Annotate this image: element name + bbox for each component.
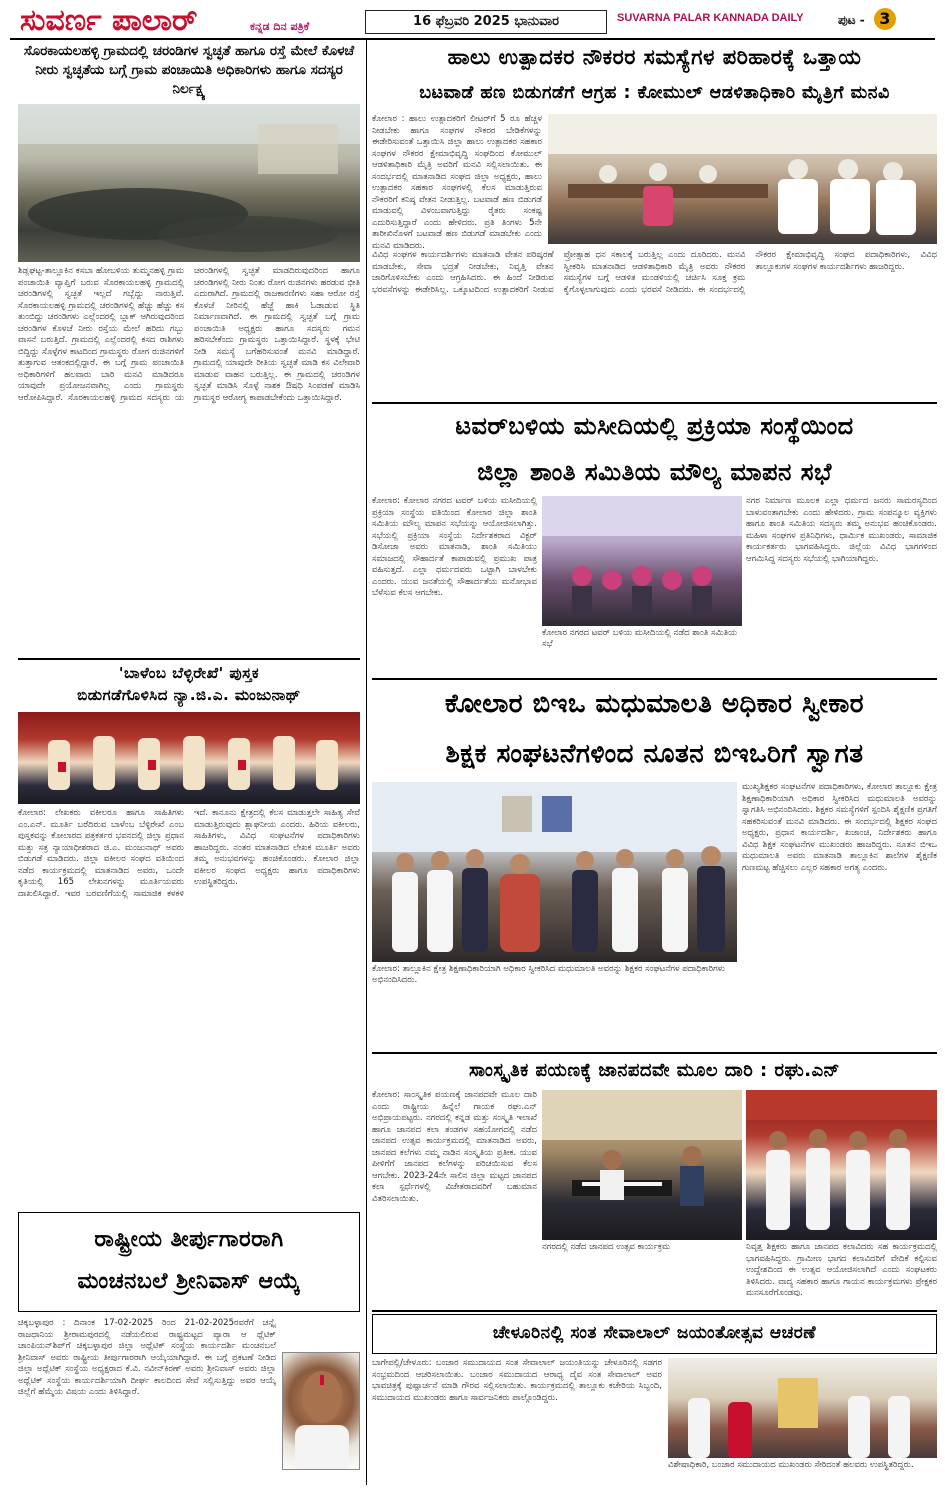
road-photo <box>18 104 360 262</box>
stage-illustration <box>746 1090 937 1240</box>
sevalal-headline: ಚೇಳೂರಿನಲ್ಲಿ ಸಂತ ಸೇವಾಲಾಲ್ ಜಯಂತೋತ್ಸವ ಆಚರಣೆ <box>372 1314 937 1354</box>
sevalal-photo-caption: ವಿಶೇಷಾಧಿಕಾರಿ, ಬಂಜಾರ ಸಮುದಾಯದ ಮುಖಂಡರು ಸೇರಿದಂತೆ ಹಲವರು ಉಪಸ್ಥಿತರಿದ್ದರು. <box>668 1460 914 1470</box>
divider-folk <box>372 1310 937 1312</box>
peace-body-right: ನಗರ ನಿರ್ಮಾಣ ಮೂಲಕ ಎಲ್ಲಾ ಧರ್ಮದ ಜನರು ಸಾಮರಸ್ಯದಿಂದ ಬಾಳುವಂತಾಗಬೇಕು ಎಂದು ಹೇಳಿದರು. ಗ್ರಾಮ ಸಂಪನ್ಮೂಲ ವ್ಯಕ್ತಿಗಳು ಹಾಗೂ ಶಾಂತಿ ಸಮಿತಿಯ ಸದಸ್ಯರು ತಮ್ಮ ಅನುಭವ ಹಂಚಿಕೊಂಡರು. ಮಹಿಳಾ ಸಂಘಗಳ ಪ್ರತಿನಿಧಿಗಳು, ಧಾರ್ಮಿಕ ಮುಖಂಡರು, ಸಾಮಾಜಿಕ ಕಾರ್ಯಕರ್ತರು ಭಾಗವಹಿಸಿದ್ದರು. ಜಿಲ್ಲೆಯ ವಿವಿಧ ಭಾಗಗಳಿಂದ ಆಗಮಿಸಿದ್ದ ಸದಸ್ಯರು ಸಭೆಯಲ್ಲಿ ಭಾಗಿಯಾಗಿದ್ದರು. <box>746 496 937 564</box>
left-story-body-2: ಯ ಚರಂಡಿಗಳಲ್ಲಿ ಸ್ವಚ್ಛತೆ ಮಾಡದಿರುವುದರಿಂದ ಹಾಗೂ ಚರಂಡಿಗಳಲ್ಲಿ ನೀರು ನಿಂತು ರೋಗ ರುಜಿನಗಳು ಹರಡುವ ಭೀತಿ ಎದುರಾಗಿದೆ. ಗ್ರಾಮದಲ್ಲಿ ರಾಜಕಾರಣಿಗಳು ಸಹಾ ಆರೋ ರಸ್ತೆ ಕೊಳಚೆ ನೀರಿನಲ್ಲಿ ಹೆಜ್ಜೆ ಹಾಕಿ ಓಡಾಡುವ ಸ್ಥಿತಿ ನಿರ್ಮಾಣವಾಗಿದೆ. ಈ ಗ್ರಾಮದಲ್ಲಿ ಸ್ವಚ್ಛತೆ ಬಗ್ಗೆ ಗ್ರಾಮ ಪಂಚಾಯಿತಿ ಅಧ್ಯಕ್ಷರು ಹಾಗೂ ಸದಸ್ಯರು ಗಮನ ಹರಿಸಬೇಕೆಂದು ಗ್ರಾಮಸ್ಥರು ಒತ್ತಾಯಿಸಿದ್ದಾರೆ. ಸ್ಥಳಕ್ಕೆ ಭೇಟಿ ನೀಡಿ ಸಮಸ್ಯೆ ಬಗೆಹರಿಸುವಂತೆ ಮನವಿ ಮಾಡಿದ್ದಾರೆ. ಗ್ರಾಮದಲ್ಲಿ ಯಾವುದೇ ರೀತಿಯ ಸ್ವಚ್ಛತೆ ಮಾಡಿ ಕಸ ವಿಲೇವಾರಿ ಮಾಡುವ ವಾಹನ ಬರುತ್ತಿಲ್ಲ. ಈ ಗ್ರಾಮದಲ್ಲಿ ಚರಂಡಿಗಳ ಸ್ವಚ್ಛತೆ ಮಾಡಿಸಿ ಸೊಳ್ಳೆ ನಾಶಕ ಔಷಧಿ ಸಿಂಪಡಣೆ ಮಾಡಿಸಿ ಗ್ರಾಮಸ್ಥರ ಆರೋಗ್ಯ ಕಾಪಾಡಬೇಕೆಂದು ಒತ್ತಾಯಿಸಿದ್ದಾರೆ. <box>174 266 360 403</box>
beo-photo-caption: ಕೋಲಾರ: ತಾಲ್ಲೂಕಿನ ಕ್ಷೇತ್ರ ಶಿಕ್ಷಣಾಧಿಕಾರಿಯಾಗಿ ಅಧಿಕಾರ ಸ್ವೀಕರಿಸಿದ ಮಧುಮಾಲತಿ ಅವರನ್ನು ಶಿಕ್ಷಕರ ಸಂಘಟನೆಗಳ ಪದಾಧಿಕಾರಿಗಳು ಅಭಿನಂದಿಸಿದರು. <box>372 964 726 985</box>
award-headline-line1: ರಾಷ್ಟ್ರೀಯ ತೀರ್ಪುಗಾರರಾಗಿ <box>94 1227 284 1252</box>
road-puddle-illustration <box>18 104 360 262</box>
masthead-title: ಸುವರ್ಣ ಪಾಲಾರ್ <box>20 4 198 38</box>
sevalal-photo <box>668 1358 937 1458</box>
meeting-illustration <box>548 114 937 244</box>
folk-photo-1 <box>542 1090 742 1240</box>
beo-welcome-photo <box>372 782 737 962</box>
milk-meeting-photo <box>548 114 937 244</box>
peace-photo-caption: ಕೋಲಾರ ನಗರದ ಟವರ್ ಬಳಿಯ ಮಸೀದಿಯಲ್ಲಿ ನಡೆದ ಶಾಂತಿ ಸಮಿತಿಯ ಸಭೆ <box>542 628 738 649</box>
milk-headline-line1: ಹಾಲು ಉತ್ಪಾದಕರ ನೌಕರರ ಸಮಸ್ಯೆಗಳ ಪರಿಹಾರಕ್ಕೆ ಒತ್ತಾಯ <box>447 45 862 69</box>
peace-headline-line1: ಟವರ್‌ಬಳಿಯ ಮಸೀದಿಯಲ್ಲಿ ಪ್ರಕ್ರಿಯಾ ಸಂಸ್ಥೆಯಿಂದ <box>455 412 854 440</box>
folk-photo-2 <box>746 1090 937 1240</box>
portrait-illustration <box>283 1353 360 1470</box>
altar-illustration <box>668 1358 937 1458</box>
book-story-headline <box>18 662 360 712</box>
beo-headline-line2: ಶಿಕ್ಷಕ ಸಂಘಟನೆಗಳಿಂದ ನೂತನ ಬಿಇಒರಿಗೆ ಸ್ವಾಗತ <box>445 739 864 769</box>
page-label: ಪುಟ - <box>838 13 865 27</box>
folk-body-left: ಕೋಲಾರ: ಸಾಂಸ್ಕೃತಿಕ ಪಯಣಕ್ಕೆ ಜಾನಪದವೇ ಮೂಲ ದಾರಿ ಎಂದು ರಾಷ್ಟ್ರೀಯ ಹಿನ್ನೆಲೆ ಗಾಯಕ ರಘು.ಎನ್ ಅಭಿಪ್ರಾಯಪಟ್ಟರು. ನಗರದಲ್ಲಿ ಕನ್ನಡ ಮತ್ತು ಸಂಸ್ಕೃತಿ ಇಲಾಖೆ ಹಾಗೂ ಜಾನಪದ ಕಲಾ ತಂಡಗಳ ಸಹಯೋಗದಲ್ಲಿ ನಡೆದ ಜಾನಪದ ಉತ್ಸವ ಕಾರ್ಯಕ್ರಮದಲ್ಲಿ ಮಾತನಾಡಿದ ಅವರು, ಜಾನಪದ ಕಲೆಗಳು ನಮ್ಮ ನಾಡಿನ ಸಂಸ್ಕೃತಿಯ ಪ್ರತೀಕ. ಯುವ ಪೀಳಿಗೆಗೆ ಜಾನಪದ ಕಲೆಗಳನ್ನು ಪರಿಚಯಿಸುವ ಕೆಲಸ ಆಗಬೇಕು. 2023-24ನೇ ಸಾಲಿನ ಜಿಲ್ಲಾ ಮಟ್ಟದ ಜಾನಪದ ಕಲಾ ಸ್ಪರ್ಧೆಗಳಲ್ಲಿ ವಿಜೇತರಾದವರಿಗೆ ಬಹುಮಾನ ವಿತರಿಸಲಾಯಿತು. <box>372 1090 537 1204</box>
book-release-illustration <box>18 712 360 804</box>
sevalal-body: ಬಾಗೇಪಲ್ಲಿ/ಚೇಳೂರು: ಬಂಜಾರ ಸಮುದಾಯದ ಸಂತ ಸೇವಾಲಾಲ್ ಜಯಂತಿಯನ್ನು ಚೇಳೂರಿನಲ್ಲಿ ಸಡಗರ ಸಂಭ್ರಮದಿಂದ ಆಚರಿಸಲಾಯಿತು. ಬಂಜಾರ ಸಮುದಾಯದ ಆರಾಧ್ಯ ದೈವ ಸಂತ ಸೇವಾಲಾಲ್ ಅವರ ಭಾವಚಿತ್ರಕ್ಕೆ ಪುಷ್ಪಾರ್ಚನೆ ಮಾಡಿ ಗೌರವ ಸಲ್ಲಿಸಲಾಯಿತು. ಕಾರ್ಯಕ್ರಮದಲ್ಲಿ ತಾಲ್ಲೂಕು ಕಚೇರಿಯ ಸಿಬ್ಬಂದಿ, ಸಮುದಾಯದ ಮುಖಂಡರು ಹಾಗೂ ಸಾರ್ವಜನಿಕರು ಪಾಲ್ಗೊಂಡಿದ್ದರು. <box>372 1358 662 1403</box>
folk-photo-caption: ನಗರದಲ್ಲಿ ನಡೆದ ಜಾನಪದ ಉತ್ಸವ ಕಾರ್ಯಕ್ರಮ <box>542 1242 671 1252</box>
issue-date: 16 ಫೆಬ್ರವರಿ 2025 ಭಾನುವಾರ <box>365 10 607 34</box>
center-divider <box>366 40 367 1485</box>
group-illustration <box>372 782 737 962</box>
folk-body-right: ನಿವೃತ್ತ ಶಿಕ್ಷಕರು ಹಾಗೂ ಜಾನಪದ ಕಲಾವಿದರು ಸಹ ಕಾರ್ಯಕ್ರಮದಲ್ಲಿ ಭಾಗವಹಿಸಿದ್ದರು. ಗ್ರಾಮೀಣ ಭಾಗದ ಕಲಾವಿದರಿಗೆ ವೇದಿಕೆ ಕಲ್ಪಿಸುವ ಉದ್ದೇಶದಿಂದ ಈ ಉತ್ಸವ ಆಯೋಜಿಸಲಾಗಿದೆ ಎಂದು ಸಂಘಟಕರು ತಿಳಿಸಿದರು. ವಾದ್ಯ ಸಹಕಾರ ಹಾಗೂ ಗಾಯನ ಕಾರ್ಯಕ್ರಮಗಳು ಪ್ರೇಕ್ಷಕರ ಮನಸೂರೆಗೊಂಡವು. <box>746 1242 937 1298</box>
award-headline-box <box>18 1212 360 1312</box>
peace-meeting-photo <box>542 496 742 626</box>
left-story-body <box>18 266 360 656</box>
masthead-tagline: ಕನ್ನಡ ದಿನ ಪತ್ರಿಕೆ <box>250 20 310 33</box>
folk-headline: ಸಾಂಸ್ಕೃತಿಕ ಪಯಣಕ್ಕೆ ಜಾನಪದವೇ ಮೂಲ ದಾರಿ : ರಘು.ಎನ್ <box>469 1060 840 1081</box>
left-story-headline: ಸೊರಕಾಯಲಹಳ್ಳಿ ಗ್ರಾಮದಲ್ಲಿ ಚರಂಡಿಗಳ ಸ್ವಚ್ಛತೆ ಹಾಗೂ ರಸ್ತೆ ಮೇಲೆ ಕೊಳಚೆ ನೀರು ಸ್ವಚ್ಛತೆಯ ಬಗ್ಗೆ ಗ್ರಾಮ ಪಂಚಾಯಿತಿ ಅಧಿಕಾರಿಗಳು ಹಾಗೂ ಸದಸ್ಯರ ನಿರ್ಲಕ್ಷ್ಯ <box>23 43 355 97</box>
hall-illustration <box>542 496 742 626</box>
milk-body-bottom: ವಿವಿಧ ಸಂಘಗಳ ಕಾರ್ಯದರ್ಶಿಗಳು ಮಾತನಾಡಿ ವೇತನ ಪರಿಷ್ಕರಣೆ ಮಾಡಬೇಕು, ಸೇವಾ ಭದ್ರತೆ ನೀಡಬೇಕು, ನಿವೃತ್ತಿ ವೇತನ ಜಾರಿಗೊಳಿಸಬೇಕು ಎಂದು ಆಗ್ರಹಿಸಿದರು. ಈ ಹಿಂದೆ ನೀಡಿರುವ ಭರವಸೆಗಳನ್ನು ಈಡೇರಿಸಿಲ್ಲ. ಒಕ್ಕೂಟದಿಂದ ಉತ್ಪಾದಕರಿಗೆ ನೀಡುವ ಪ್ರೋತ್ಸಾಹ ಧನ ಸಕಾಲಕ್ಕೆ ಬರುತ್ತಿಲ್ಲ ಎಂದು ದೂರಿದರು. ಮನವಿ ಸ್ವೀಕರಿಸಿ ಮಾತನಾಡಿದ ಆಡಳಿತಾಧಿಕಾರಿ ಮೈತ್ರಿ ಅವರು ನೌಕರರ ಸಮಸ್ಯೆಗಳ ಬಗ್ಗೆ ಆಡಳಿತ ಮಂಡಳಿಯಲ್ಲಿ ಚರ್ಚಿಸಿ ಸೂಕ್ತ ಕ್ರಮ ಕೈಗೊಳ್ಳಲಾಗುವುದು ಎಂದು ಭರವಸೆ ನೀಡಿದರು. ಈ ಸಂದರ್ಭದಲ್ಲಿ ನೌಕರರ ಕ್ಷೇಮಾಭಿವೃದ್ಧಿ ಸಂಘದ ಪದಾಧಿಕಾರಿಗಳು, ವಿವಿಧ ತಾಲ್ಲೂಕುಗಳ ಸಂಘಗಳ ಕಾರ್ಯದರ್ಶಿಗಳು ಹಾಜರಿದ್ದರು. <box>372 250 937 295</box>
page-number: 3 <box>874 8 896 30</box>
srinivas-portrait <box>282 1352 360 1470</box>
beo-body-right: ಮುಖ್ಯಶಿಕ್ಷಕರ ಸಂಘಟನೆಗಳ ಪದಾಧಿಕಾರಿಗಳು, ಕೋಲಾರ ತಾಲ್ಲೂಕು ಕ್ಷೇತ್ರ ಶಿಕ್ಷಣಾಧಿಕಾರಿಯಾಗಿ ಅಧಿಕಾರ ಸ್ವೀಕರಿಸಿದ ಮಧುಮಾಲತಿ ಅವರನ್ನು ಸ್ವಾಗತಿಸಿ ಅಭಿನಂದಿಸಿದರು. ಶಿಕ್ಷಕರ ಸಮಸ್ಯೆಗಳಿಗೆ ಸ್ಪಂದಿಸಿ ಶೈಕ್ಷಣಿಕ ಪ್ರಗತಿಗೆ ಸಹಕರಿಸುವಂತೆ ಮನವಿ ಮಾಡಿದರು. ಈ ಸಂದರ್ಭದಲ್ಲಿ ಶಿಕ್ಷಕರ ಸಂಘದ ಅಧ್ಯಕ್ಷರು, ಪ್ರಧಾನ ಕಾರ್ಯದರ್ಶಿ, ಖಜಾಂಚಿ, ನಿರ್ದೇಶಕರು ಹಾಗೂ ವಿವಿಧ ಶಿಕ್ಷಕ ಸಂಘಟನೆಗಳ ಮುಖಂಡರು ಹಾಜರಿದ್ದರು. ನೂತನ ಬಿಇಒ ಮಧುಮಾಲತಿ ಅವರು ಮಾತನಾಡಿ ತಾಲ್ಲೂಕಿನ ಶಾಲೆಗಳ ಶೈಕ್ಷಣಿಕ ಗುಣಮಟ್ಟ ಹೆಚ್ಚಿಸಲು ಎಲ್ಲರ ಸಹಕಾರ ಅಗತ್ಯ ಎಂದರು. <box>742 782 937 873</box>
book-headline-line2: ಬಿಡುಗಡೆಗೊಳಿಸಿದ ನ್ಯಾ.ಜಿ.ಎ. ಮಂಜುನಾಥ್ <box>77 686 301 704</box>
peace-body-left: ಕೋಲಾರ: ಕೋಲಾರ ನಗರದ ಟವರ್ ಬಳಿಯ ಮಸೀದಿಯಲ್ಲಿ ಪ್ರಕ್ರಿಯಾ ಸಂಸ್ಥೆಯ ವತಿಯಿಂದ ಕೋಲಾರ ಜಿಲ್ಲಾ ಶಾಂತಿ ಸಮಿತಿಯ ಮೌಲ್ಯ ಮಾಪನ ಸಭೆಯನ್ನು ಆಯೋಜಿಸಲಾಗಿತ್ತು. ಸಭೆಯಲ್ಲಿ ಪ್ರಕ್ರಿಯಾ ಸಂಸ್ಥೆಯ ನಿರ್ದೇಶಕರಾದ ವಿಕ್ಟರ್ ಡಿಸೋಜಾ ಅವರು ಮಾತನಾಡಿ, ಶಾಂತಿ ಸಮಿತಿಯು ಸಮಾಜದಲ್ಲಿ ಸೌಹಾರ್ದತೆ ಕಾಪಾಡುವಲ್ಲಿ ಪ್ರಮುಖ ಪಾತ್ರ ವಹಿಸುತ್ತದೆ. ಎಲ್ಲಾ ಧರ್ಮದವರು ಒಟ್ಟಾಗಿ ಬಾಳಬೇಕು ಎಂದರು. ಯುವ ಜನತೆಯಲ್ಲಿ ಸೌಹಾರ್ದತೆಯ ಮನೋಭಾವ ಬೆಳೆಸುವ ಕೆಲಸ ಆಗಬೇಕು. <box>372 496 537 598</box>
peace-headline-line2: ಜಿಲ್ಲಾ ಶಾಂತಿ ಸಮಿತಿಯ ಮೌಲ್ಯ ಮಾಪನ ಸಭೆ <box>477 458 832 486</box>
book-story-body: ಕೋಲಾರ: ಲೇಖಕರು ವಕೀಲರೂ ಹಾಗೂ ಸಾಹಿತಿಗಳು ಎಂ.ಎನ್. ಮೂರ್ತಿ ಬರೆದಿರುವ ಬಾಳೆಂಬ ಬೆಳ್ಳಿರೇಖೆ ಎಂಬ ಪುಸ್ತಕವನ್ನು ಕೋಲಾರದ ಪತ್ರಕರ್ತರ ಭವನದಲ್ಲಿ ಜಿಲ್ಲಾ ಪ್ರಧಾನ ಮತ್ತು ಸತ್ರ ನ್ಯಾಯಾಧೀಶರಾದ ಜಿ.ಎ. ಮಂಜುನಾಥ್ ಅವರು ಬಿಡುಗಡೆ ಮಾಡಿದರು. ಜಿಲ್ಲಾ ವಕೀಲರ ಸಂಘದ ವತಿಯಿಂದ ನಡೆದ ಕಾರ್ಯಕ್ರಮದಲ್ಲಿ ಮಾತನಾಡಿದ ಅವರು, ಒಂದೇ ಕೃತಿಯಲ್ಲಿ 165 ಲೇಖನಗಳನ್ನು ಮೂರ್ತಿಯವರು ದಾಖಲಿಸಿದ್ದಾರೆ. ಇವರ ಬರವಣಿಗೆಯಲ್ಲಿ ಸಾಮಾಜಿಕ ಕಳಕಳಿ ಇದೆ. ಕಾನೂನು ಕ್ಷೇತ್ರದಲ್ಲಿ ಕೆಲಸ ಮಾಡುತ್ತಲೇ ಸಾಹಿತ್ಯ ಸೇವೆ ಮಾಡುತ್ತಿರುವುದು ಶ್ಲಾಘನೀಯ ಎಂದರು. ಹಿರಿಯ ವಕೀಲರು, ಸಾಹಿತಿಗಳು, ವಿವಿಧ ಸಂಘಟನೆಗಳ ಪದಾಧಿಕಾರಿಗಳು ಹಾಜರಿದ್ದರು. ನಂತರ ಮಾತನಾಡಿದ ಲೇಖಕ ಮೂರ್ತಿ ಅವರು ತಮ್ಮ ಅನುಭವಗಳನ್ನು ಹಂಚಿಕೊಂಡರು. ಕೋಲಾರ ಜಿಲ್ಲಾ ವಕೀಲರ ಸಂಘದ ಅಧ್ಯಕ್ಷರು ಹಾಗೂ ಪದಾಧಿಕಾರಿಗಳು ಉಪಸ್ಥಿತರಿದ್ದರು. <box>18 808 360 899</box>
book-headline-line1: 'ಬಾಳೆಂಬ ಬೆಳ್ಳಿರೇಖೆ' ಪುಸ್ತಕ <box>118 664 260 682</box>
left-story-body-1: ಶಿಡ್ಲಘಟ್ಟ-ತಾಲ್ಲೂಕಿನ ಕಸಬಾ ಹೋಬಳಿಯ ತುಮ್ಮನಹಳ್ಳಿ ಗ್ರಾಮ ಪಂಚಾಯಿತಿ ವ್ಯಾಪ್ತಿಗೆ ಬರುವ ಸೊರಕಾಯಲಹಳ್ಳಿ ಗ್ರಾಮದಲ್ಲಿ ಚರಂಡಿಗಳಲ್ಲಿ ಸ್ವಚ್ಛತೆ ಇಲ್ಲದೆ ಗಬ್ಬೆದ್ದು ನಾರುತ್ತಿವೆ. ಸೊರಕಾಯಲಹಳ್ಳಿ ಗ್ರಾಮದಲ್ಲಿ ಚರಂಡಿಗಳಲ್ಲಿ ಹೆಚ್ಚು ಹೆಚ್ಚು ಕಸ ತುಂಬಿದ್ದು ಚರಂಡಿಗಳು ಎಲ್ಲೆಂದರಲ್ಲಿ ಬ್ಲಾಕ್ ಆಗಿರುವುದರಿಂದ ಚರಂಡಿಗಳ ಕೊಳಚೆ ನೀರು ರಸ್ತೆಯ ಮೇಲೆ ಹರಿದು ಗಬ್ಬು ವಾಸನೆ ಬರುತ್ತಿದೆ. ಗ್ರಾಮದಲ್ಲಿ ಎಲ್ಲೆಂದರಲ್ಲಿ ಕಸದ ರಾಶಿಗಳು ಬಿದ್ದಿದ್ದು ಸೊಳ್ಳೆಗಳ ಕಾಟದಿಂದ ಗ್ರಾಮಸ್ಥರು ರೋಗ ರುಜಿನಗಳಿಗೆ ತುತ್ತಾಗುವ ಆತಂಕದಲ್ಲಿದ್ದಾರೆ. ಈ ಬಗ್ಗೆ ಗ್ರಾಮ ಪಂಚಾಯಿತಿ ಅಧಿಕಾರಿಗಳಿಗೆ ಹಲವಾರು ಬಾರಿ ಮನವಿ ಮಾಡಿದರೂ ಯಾವುದೇ ಪ್ರಯೋಜನವಾಗಿಲ್ಲ ಎಂದು ಗ್ರಾಮಸ್ಥರು ಆರೋಪಿಸಿದ್ದಾರೆ. ಸೊರಕಾಯಲಹಳ್ಳಿ ಗ್ರಾಮದ ಸದಸ್ಯರು <box>18 266 184 403</box>
award-story-body-top: ಚಿಕ್ಕಬಳ್ಳಾಪುರ : ದಿನಾಂಕ 17-02-2025 ರಿಂದ 21-02-2025ರವರೆಗೆ ಚನ್ನೈ ರಾಜಧಾನಿಯ ಶ್ರೀರಾಮಪುರದಲ್ಲಿ ನಡೆಯಲಿರುವ ರಾಷ್ಟ್ರಮಟ್ಟದ ಪ್ಯಾರಾ ಆ ಥ್ಲೆಟಿಕ್ ಚಾಂಪಿಯನ್‌ಶಿಪ್‌ಗೆ ಚಿಕ್ಕಬಳ್ಳಾಪುರ ಜಿಲ್ಲಾ ಅಥ್ಲೆಟಿಕ್ ಸಂಸ್ಥೆಯ ಕಾರ್ಯದರ್ಶಿ ಮಂಚನಬಲೆ ಶ್ರೀನಿವಾಸ್ ಅವರು ರಾಷ್ಟ್ರೀಯ ತೀರ್ಪುಗಾರರಾಗಿ ಆಯ್ಕೆಯಾಗಿದ್ದಾರೆ. ಈ ಬಗ್ಗೆ ಪ್ರಕಟಣೆ ನೀಡಿದ ಜಿಲ್ಲಾ ಅಥ್ಲೆಟಿಕ್ ಸಂಸ್ಥೆಯ ಅಧ್ಯಕ್ಷರಾದ ಕೆ.ವಿ. ನವೀನ್‌ಕಿರಣ್ ಅವರು ಶ್ರೀನಿವಾಸ್ ಅವರು ಜಿಲ್ಲಾ ಅಥ್ಲೆಟಿಕ್ ಸಂಸ್ಥೆಯ ಕಾರ್ಯದರ್ಶಿಯಾಗಿ ದೀರ್ಘ ಕಾಲದಿಂದ ಸೇವೆ ಸಲ್ಲಿಸುತ್ತಿದ್ದು ಅವರ ಆಯ್ಕೆ ಜಿಲ್ಲೆಗೆ ಹೆಮ್ಮೆಯ ವಿಷಯ ಎಂದು ತಿಳಿಸಿದ್ದಾರೆ. <box>18 1318 276 1397</box>
beo-headline-line1: ಕೋಲಾರ ಬಿಇಒ ಮಧುಮಾಲತಿ ಅಧಿಕಾರ ಸ್ವೀಕಾರ <box>444 689 865 719</box>
english-name: SUVARNA PALAR KANNADA DAILY <box>617 12 804 24</box>
milk-body-top: ಕೋಲಾರ : ಹಾಲು ಉತ್ಪಾದಕರಿಗೆ ಲೀಟರ್‌ಗೆ 5 ರೂ ಹೆಚ್ಚಳ ನೀಡಬೇಕು ಹಾಗೂ ಸಂಘಗಳ ನೌಕರರ ಬೇಡಿಕೆಗಳನ್ನು ಈಡೇರಿಸುವಂತೆ ಒತ್ತಾಯಿಸಿ ಜಿಲ್ಲಾ ಹಾಲು ಉತ್ಪಾದಕರ ಸಹಕಾರ ಸಂಘಗಳ ನೌಕರರ ಕ್ಷೇಮಾಭಿವೃದ್ಧಿ ಸಂಘದಿಂದ ಕೋಮುಲ್ ಆಡಳಿತಾಧಿಕಾರಿ ಮೈತ್ರಿ ಅವರಿಗೆ ಮನವಿ ಸಲ್ಲಿಸಲಾಯಿತು. ಈ ಸಂದರ್ಭದಲ್ಲಿ ಮಾತನಾಡಿದ ಸಂಘದ ಜಿಲ್ಲಾ ಅಧ್ಯಕ್ಷರು, ಹಾಲು ಉತ್ಪಾದಕರ ಸಹಕಾರ ಸಂಘಗಳಲ್ಲಿ ಕೆಲಸ ಮಾಡುತ್ತಿರುವ ನೌಕರರಿಗೆ ಕನಿಷ್ಠ ವೇತನ ನೀಡುತ್ತಿಲ್ಲ. ಬಟವಾಡೆ ಹಣ ಬಿಡುಗಡೆ ಮಾಡುವಲ್ಲಿ ವಿಳಂಬವಾಗುತ್ತಿದ್ದು ರೈತರು ಸಂಕಷ್ಟ ಎದುರಿಸುತ್ತಿದ್ದಾರೆ ಎಂದು ಹೇಳಿದರು. ಪ್ರತಿ ತಿಂಗಳು 5ನೇ ತಾರೀಖಿನೊಳಗೆ ಬಟವಾಡೆ ಹಣ ಬಿಡುಗಡೆ ಮಾಡಬೇಕು ಎಂದು ಮನವಿ ಮಾಡಿದರು. <box>372 114 542 250</box>
left-divider-1 <box>18 658 360 660</box>
award-headline-line2: ಮಂಚನಬಲೆ ಶ್ರೀನಿವಾಸ್ ಆಯ್ಕೆ <box>77 1269 301 1294</box>
music-illustration <box>542 1090 742 1240</box>
book-release-photo <box>18 712 360 804</box>
milk-headline-line2: ಬಟವಾಡೆ ಹಣ ಬಿಡುಗಡೆಗೆ ಆಗ್ರಹ : ಕೋಮುಲ್ ಆಡಳಿತಾಧಿಕಾರಿ ಮೈತ್ರಿಗೆ ಮನವಿ <box>419 83 890 103</box>
page-indicator <box>838 8 938 36</box>
